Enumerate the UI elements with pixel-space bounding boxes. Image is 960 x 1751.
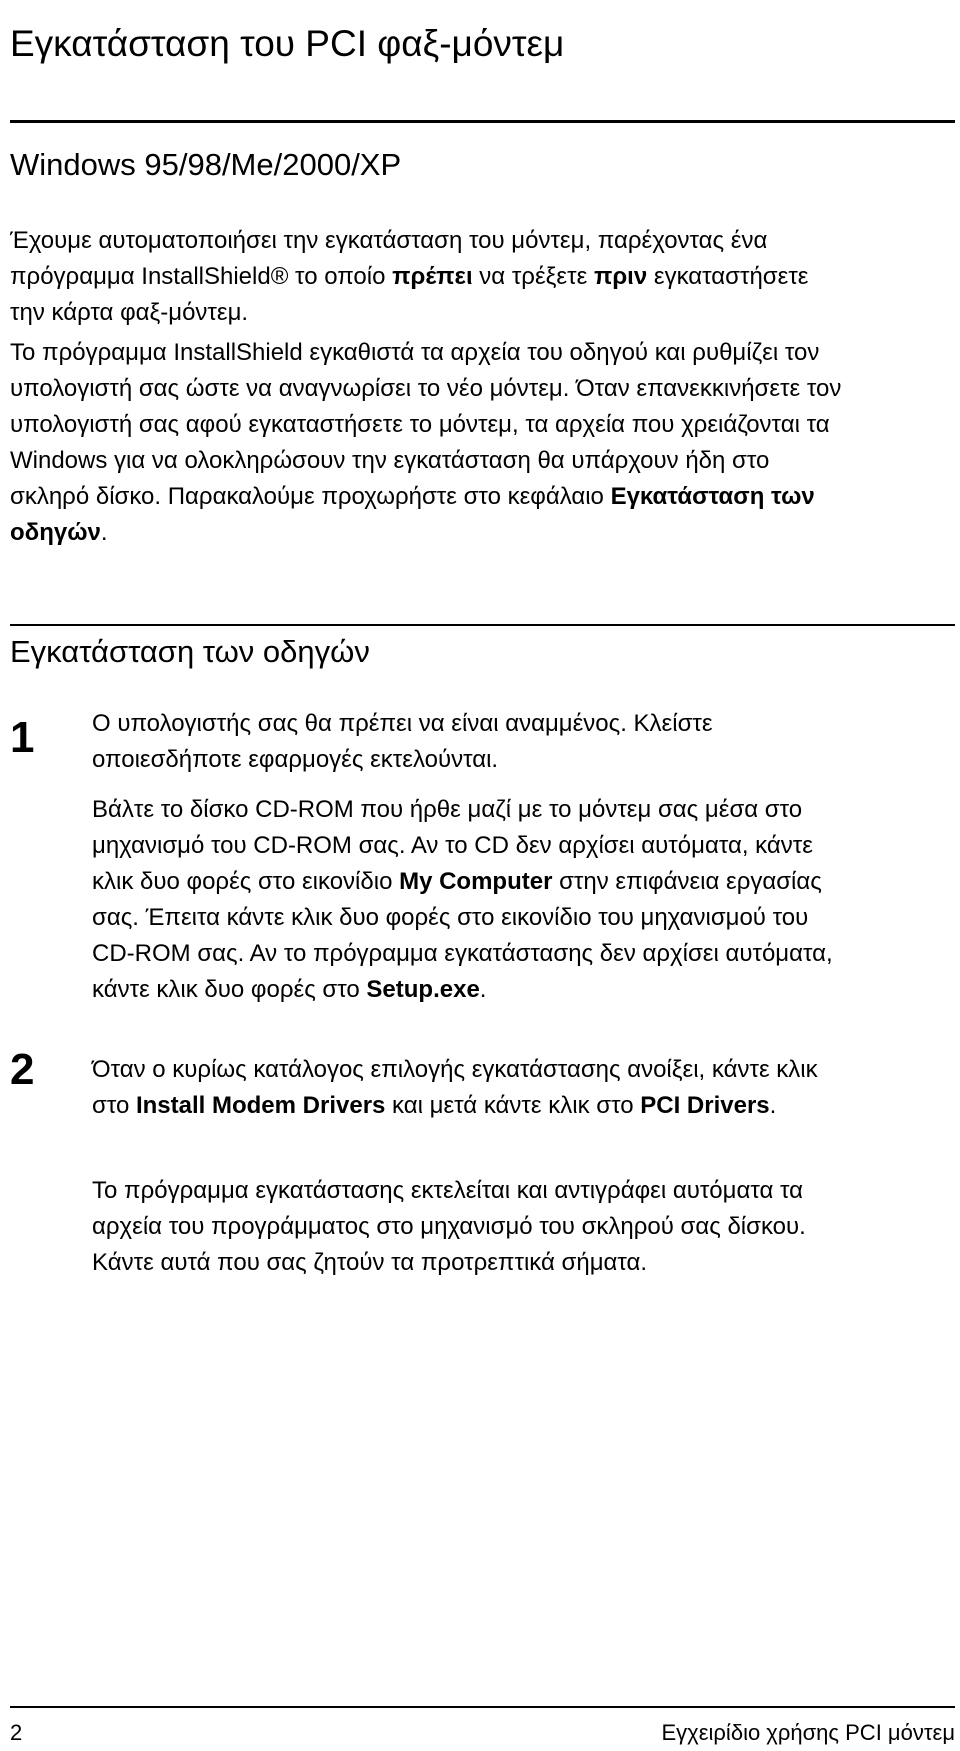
step-2-paragraph-1 [92,1052,852,1124]
section-heading-windows: Windows 95/98/Me/2000/XP [10,147,402,182]
page-title: Εγκατάσταση του PCI φαξ-μόντεμ [10,23,565,64]
step-1-paragraph-1: Ο υπολογιστής σας θα πρέπει να είναι αναμμένος. Κλείστε οποιεσδήποτε εφαρμογές εκτελούνται. [92,710,713,773]
footer-divider [10,1706,955,1708]
section-divider [10,120,955,123]
section-divider [10,624,955,626]
intro-bold-before: πριν [593,263,648,290]
install-modem-drivers-reference: Install Modem Drivers [135,1092,386,1119]
page-number: 2 [10,1720,23,1745]
step-1-paragraph-2 [92,792,852,1008]
pci-drivers-reference: PCI Drivers [640,1092,770,1119]
manual-title: Εγχειρίδιο χρήσης PCI μόντεμ [661,1720,955,1745]
installshield-text-end: . [100,519,108,546]
intro-text-1: Έχουμε αυτοματοποιήσει την εγκατάσταση του μόντεμ, παρέχοντας ένα πρόγραμμα InstallShield® το οποίο [10,227,768,290]
step-1-text-1: Βάλτε το δίσκο CD-ROM που ήρθε μαζί με το μόντεμ σας μέσα στο μηχανισμό του CD-ROM σας. Αν το CD δεν αρχίσει αυτόματα, κάντε κλικ δυο φορές στο εικονίδιο [92,796,813,895]
section-heading-drivers: Εγκατάσταση των οδηγών [10,634,370,669]
step-1-text-3: . [479,976,487,1003]
intro-bold-must: πρέπει [392,263,473,290]
step-2-text-3: . [769,1092,777,1119]
setup-exe-reference: Setup.exe [366,976,480,1003]
step-number: 1 [10,713,35,762]
drivers-chapter-reference: Εγκατάσταση των οδηγών [10,483,815,546]
my-computer-reference: My Computer [399,868,553,895]
intro-text-3: εγκαταστήσετε την κάρτα φαξ-μόντεμ. [10,263,809,326]
step-2-text-2: και μετά κάντε κλικ στο [385,1092,641,1119]
installshield-text: Το πρόγραμμα InstallShield εγκαθιστά τα αρχεία του οδηγού και ρυθμίζει τον υπολογιστή σας ώστε να αναγνωρίσει το νέο μόντεμ. Όταν επανεκκινήσετε τον υπολογιστή σας αφού εγκαταστήσετε το μόντεμ, τα αρχεία που χρειάζονται τα Windows για να ολοκληρώσουν την εγκατάσταση θα υπάρχουν ήδη στο σκληρό δίσκο. Παρακαλούμε προχωρήστε στο κεφάλαιο [10,339,842,510]
intro-paragraph [10,223,840,331]
intro-text-2: να τρέξετε [472,263,594,290]
step-1-text-2: στην επιφάνεια εργασίας σας. Έπειτα κάντε κλικ δυο φορές στο εικονίδιο του μηχανισμού του CD-ROM σας. Αν το πρόγραμμα εγκατάστασης δεν αρχίσει αυτόματα, κάντε κλικ δυο φορές στο [92,868,833,1003]
step-2-text-1: Όταν ο κυρίως κατάλογος επιλογής εγκατάστασης ανοίξει, κάντε κλικ στο [92,1056,818,1119]
installshield-paragraph [10,335,855,551]
step-number: 2 [10,1045,35,1094]
step-2-paragraph-2: Το πρόγραμμα εγκατάστασης εκτελείται και αντιγράφει αυτόματα τα αρχεία του προγράμματος στο μηχανισμό του σκληρού σας δίσκου. Κάντε αυτά που σας ζητούν τα προτρεπτικά σήματα. [92,1177,806,1276]
